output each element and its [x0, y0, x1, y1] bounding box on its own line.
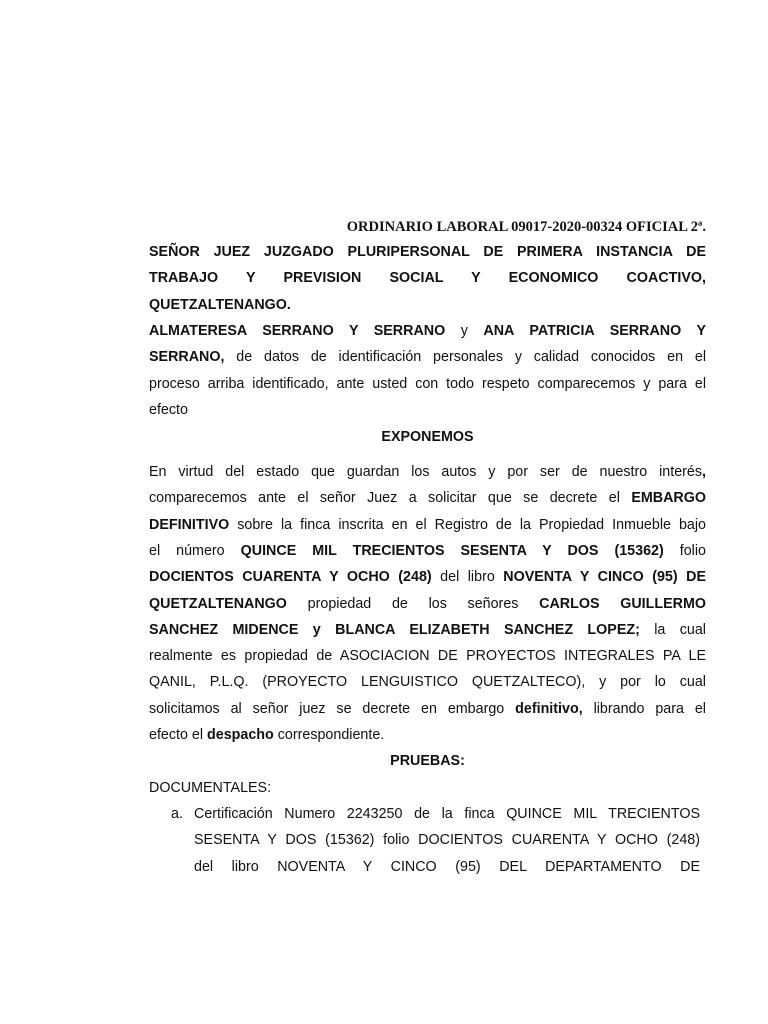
item-a-line-1: Certificación Numero 2243250 de la finca QUINCE MIL TRECIENTOS [194, 806, 700, 822]
addressee-line-1: SEÑOR JUEZ JUZGADO PLURIPERSONAL DE PRIMERA INSTANCIA DE [149, 244, 706, 260]
list-marker-a: a. [171, 806, 183, 822]
body-line-7 [149, 621, 706, 639]
body-line-5 [149, 568, 706, 586]
intro-text-2: de datos de identificación personales y calidad conocidos en el [224, 349, 706, 365]
body-bold: EMBARGO [631, 490, 706, 506]
documentales-label: DOCUMENTALES: [149, 780, 272, 796]
body-text: el número [149, 543, 241, 559]
intro-line-3: proceso arriba identificado, ante usted con todo respeto comparecemos y para el [149, 376, 706, 392]
addressee-line-3: QUETZALTENANGO. [149, 297, 291, 313]
intro-connector: y [445, 323, 484, 339]
intro-line-4: efecto [149, 402, 188, 418]
item-a-line-3: del libro NOVENTA Y CINCO (95) DEL DEPARTAMENTO DE [194, 859, 700, 875]
body-text: efecto el [149, 727, 208, 743]
body-text: la cual [639, 622, 706, 638]
body-line-1 [149, 463, 706, 481]
body-line-8: realmente es propiedad de ASOCIACION DE PROYECTOS INTEGRALES PA LE [149, 648, 706, 664]
body-bold: DOCIENTOS CUARENTA Y OCHO (248) [149, 569, 432, 585]
body-line-10 [149, 700, 706, 718]
body-bold: DEFINITIVO [149, 517, 230, 533]
addressee-line-2: TRABAJO Y PREVISION SOCIAL Y ECONOMICO COACTIVO, [149, 270, 706, 286]
body-bold: QUINCE MIL TRECIENTOS SESENTA Y DOS (15362) [240, 543, 664, 559]
body-bold: CARLOS GUILLERMO [539, 596, 706, 612]
body-text: propiedad de los señores [286, 596, 540, 612]
body-line-4 [149, 542, 706, 560]
exponemos-heading: EXPONEMOS [381, 429, 474, 445]
body-text: comparecemos ante el señor Juez a solicitar que se decrete el [149, 490, 632, 506]
body-bold: QUETZALTENANGO [149, 596, 287, 612]
body-bold: definitivo, [515, 701, 583, 717]
body-text: del libro [431, 569, 504, 585]
case-header: ORDINARIO LABORAL 09017-2020-00324 OFICIAL 2ª. [346, 219, 706, 235]
pruebas-heading: PRUEBAS: [390, 753, 465, 769]
petitioner-2: ANA PATRICIA SERRANO Y [483, 323, 707, 339]
intro-line-2 [149, 348, 706, 366]
body-text: librando para el [582, 701, 706, 717]
item-a-line-2: SESENTA Y DOS (15362) folio DOCIENTOS CUARENTA Y OCHO (248) [194, 832, 700, 848]
body-line-2 [149, 489, 706, 507]
body-bold: SANCHEZ MIDENCE y BLANCA ELIZABETH SANCHEZ LOPEZ; [149, 622, 640, 638]
body-text: correspondiente. [273, 727, 385, 743]
body-bold: , [702, 464, 706, 480]
body-bold: NOVENTA Y CINCO (95) DE [503, 569, 706, 585]
body-line-3 [149, 516, 706, 534]
intro-line-1 [149, 322, 706, 340]
petitioner-1: ALMATERESA SERRANO Y SERRANO [149, 323, 446, 339]
body-text: folio [663, 543, 706, 559]
body-text: sobre la finca inscrita en el Registro de la Propiedad Inmueble bajo [229, 517, 706, 533]
body-line-6 [149, 595, 706, 613]
body-line-9: QANIL, P.L.Q. (PROYECTO LENGUISTICO QUETZALTECO), y por lo cual [149, 674, 706, 690]
body-bold: despacho [207, 727, 274, 743]
body-text: solicitamos al señor juez se decrete en embargo [149, 701, 516, 717]
body-text: En virtud del estado que guardan los autos y por ser de nuestro interés [149, 464, 703, 480]
body-line-11 [149, 726, 706, 744]
petitioner-2-end: SERRANO, [149, 349, 225, 365]
